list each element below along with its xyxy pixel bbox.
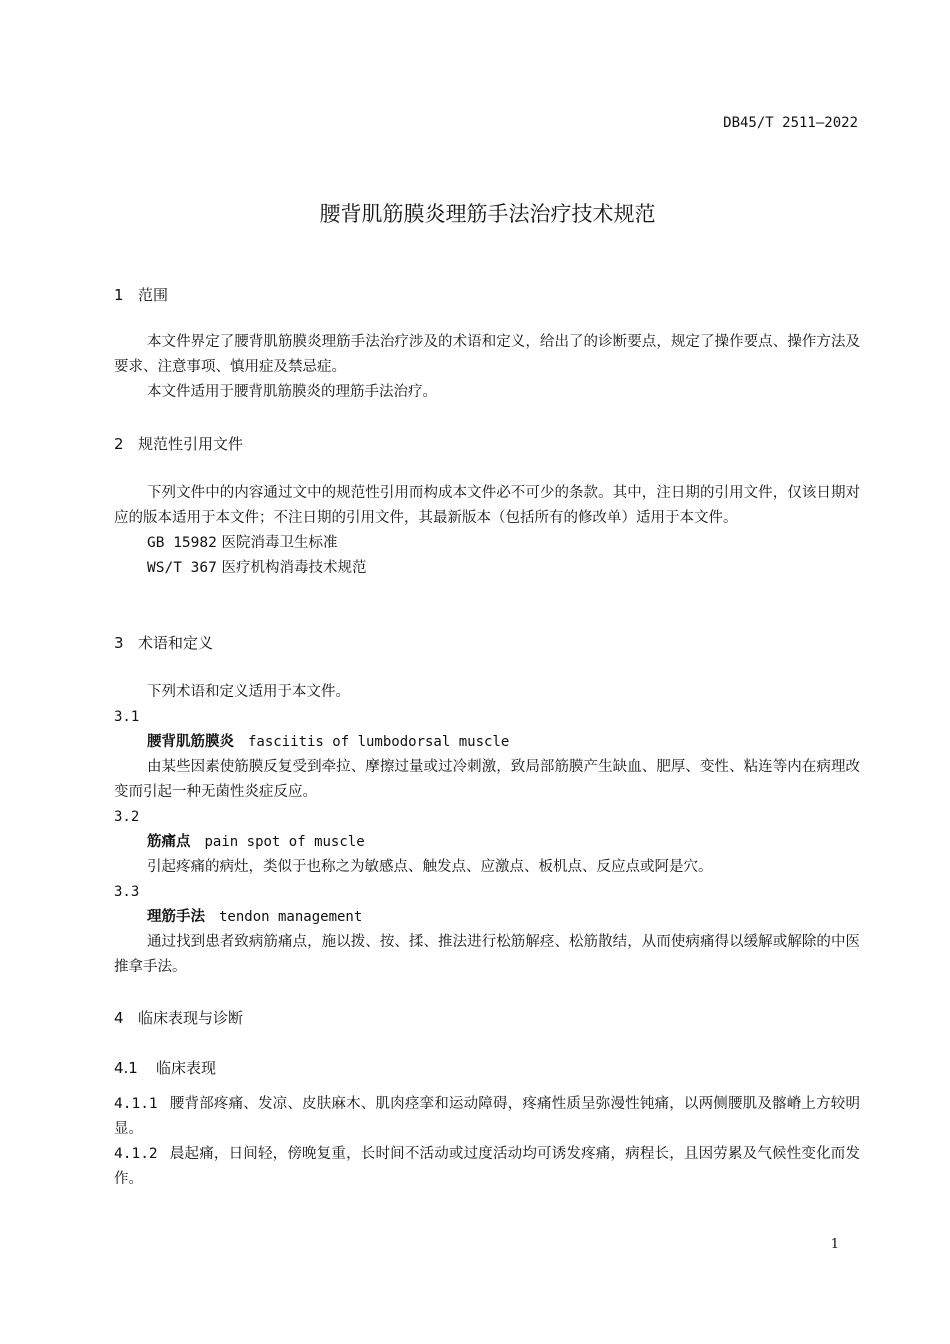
section-3-body	[114, 680, 860, 980]
section-2-body	[114, 481, 860, 581]
clause: 4.1.1 腰背部疼痛、发凉、皮肤麻木、肌肉痉挛和运动障碍，疼痛性质呈弥漫性钝痛，以两侧腰肌及髂嵴上方较明显。	[114, 1096, 860, 1137]
term-number: 3.2	[114, 809, 140, 825]
reference-item: GB 15982 医院消毒卫生标准	[147, 535, 338, 551]
section-4	[114, 1007, 860, 1029]
term-title: 筋痛点 pain spot of muscle	[147, 834, 365, 850]
term-number: 3.1	[114, 709, 140, 725]
section-heading: 4 临床表现与诊断	[114, 1009, 244, 1027]
paragraph: 下列术语和定义适用于本文件。	[147, 684, 350, 700]
term-definition: 引起疼痛的病灶，类似于也称之为敏感点、触发点、应激点、板机点、反应点或阿是穴。	[147, 859, 713, 875]
paragraph: 下列文件中的内容通过文中的规范性引用而构成本文件必不可少的条款。其中，注日期的引用文件，仅该日期对应的版本适用于本文件；不注日期的引用文件，其最新版本（包括所有的修改单）适用于本文件。	[114, 485, 860, 526]
subsection-4-1	[114, 1057, 860, 1079]
term-definition: 通过找到患者致病筋痛点，施以拨、按、揉、推法进行松筋解痉、松筋散结，从而使病痛得以缓解或解除的中医推拿手法。	[114, 934, 860, 975]
reference-item: WS/T 367 医疗机构消毒技术规范	[147, 560, 367, 576]
section-2	[114, 433, 860, 455]
section-heading: 3 术语和定义	[114, 634, 214, 652]
subsection-heading: 4.1 临床表现	[114, 1059, 217, 1077]
clause: 4.1.2 晨起痛，日间轻，傍晚复重，长时间不活动或过度活动均可诱发疼痛，病程长，且因劳累及气候性变化而发作。	[114, 1146, 860, 1187]
term-number: 3.3	[114, 884, 140, 900]
paragraph: 本文件界定了腰背肌筋膜炎理筋手法治疗涉及的术语和定义，给出了的诊断要点，规定了操作要点、操作方法及要求、注意事项、慎用症及禁忌症。	[114, 334, 860, 375]
section-1-body	[114, 330, 860, 405]
document-title: 腰背肌筋膜炎理筋手法治疗技术规范	[319, 202, 656, 226]
section-heading: 1 范围	[114, 286, 169, 304]
paragraph: 本文件适用于腰背肌筋膜炎的理筋手法治疗。	[147, 384, 437, 400]
section-3	[114, 632, 860, 654]
term-title: 腰背肌筋膜炎 fasciitis of lumbodorsal muscle	[147, 734, 510, 750]
section-4-body	[114, 1092, 860, 1192]
term-title: 理筋手法 tendon management	[147, 909, 363, 925]
section-1	[114, 284, 860, 306]
section-heading: 2 规范性引用文件	[114, 435, 244, 453]
document-id: DB45/T 2511—2022	[723, 115, 858, 131]
page-number: 1	[830, 1237, 839, 1252]
term-definition: 由某些因素使筋膜反复受到牵拉、摩擦过量或过冷刺激，致局部筋膜产生缺血、肥厚、变性、粘连等内在病理改变而引起一种无菌性炎症反应。	[114, 759, 860, 800]
